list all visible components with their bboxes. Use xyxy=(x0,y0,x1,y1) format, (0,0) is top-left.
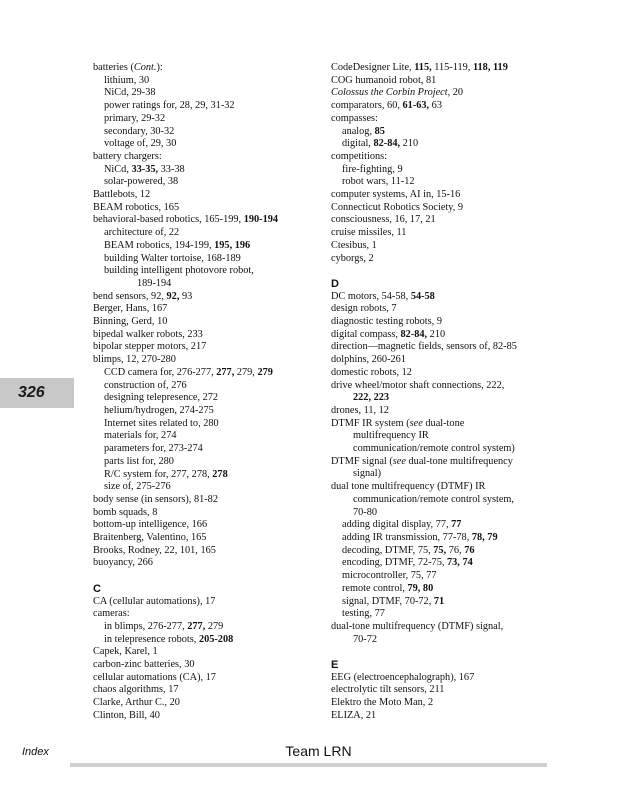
entry-text: communication/remote control system) xyxy=(353,443,515,455)
index-entry xyxy=(331,240,571,253)
entry-text: DTMF IR system ( xyxy=(331,417,410,429)
index-entry xyxy=(331,367,571,380)
entry-text: Connecticut Robotics Society, 9 xyxy=(331,201,464,213)
entry-text: drones, 11, 12 xyxy=(331,404,389,416)
index-entry xyxy=(331,202,571,215)
section-gap xyxy=(331,646,571,659)
entry-text: building intelligent photovore robot, xyxy=(104,265,254,277)
index-subentry xyxy=(93,87,333,100)
index-entry xyxy=(331,341,571,354)
index-subentry xyxy=(93,138,333,151)
index-entry xyxy=(93,507,333,520)
index-subentry xyxy=(93,265,333,278)
entry-text: domestic robots, 12 xyxy=(331,366,412,378)
entry-text: designing telepresence, 272 xyxy=(104,392,219,404)
index-entry xyxy=(331,214,571,227)
index-subentry xyxy=(93,418,333,431)
index-entry xyxy=(331,316,571,329)
entry-text: adding digital display, 77, xyxy=(342,519,452,531)
index-subentry xyxy=(331,570,571,583)
index-entry xyxy=(93,341,333,354)
index-entry xyxy=(93,303,333,316)
entry-text: 93 xyxy=(179,290,193,302)
entry-text: Ctesibus, 1 xyxy=(331,239,377,251)
index-subentry xyxy=(331,138,571,151)
bold-page-ref: 190-194 xyxy=(243,214,279,226)
index-section-letter xyxy=(331,659,571,672)
index-entry xyxy=(331,87,571,100)
entry-text: comparators, 60, xyxy=(331,100,403,112)
index-entry xyxy=(331,621,571,634)
entry-text: testing, 77 xyxy=(342,608,385,620)
entry-text: chaos algorithms, 17 xyxy=(93,684,179,696)
entry-text: building Walter tortoise, 168-189 xyxy=(104,252,241,264)
entry-text: direction—magnetic fields, sensors of, 82-85 xyxy=(331,341,517,353)
index-entry xyxy=(93,608,333,621)
index-section-letter xyxy=(93,583,333,596)
index-entry xyxy=(331,405,571,418)
entry-text: voltage of, 29, 30 xyxy=(104,138,177,150)
entry-text: DC motors, 54-58, xyxy=(331,290,411,302)
entry-text: materials for, 274 xyxy=(104,430,177,442)
index-subentry xyxy=(93,227,333,240)
entry-text: body sense (in sensors), 81-82 xyxy=(93,493,218,505)
entry-text: Brooks, Rodney, 22, 101, 165 xyxy=(93,544,216,556)
entry-text: in telepresence robots, xyxy=(104,633,199,645)
section-gap xyxy=(331,265,571,278)
bold-page-ref: 279 xyxy=(257,366,273,378)
entry-text: 33-38 xyxy=(158,163,185,175)
entry-text: bipolar stepper motors, 217 xyxy=(93,341,207,353)
index-entry xyxy=(93,214,333,227)
bold-page-ref: 222, 223 xyxy=(353,392,390,404)
bold-page-ref: 195, 196 xyxy=(214,239,251,251)
entry-text: CodeDesigner Lite, xyxy=(331,62,415,73)
entry-text: design robots, 7 xyxy=(331,303,397,315)
entry-text: Clarke, Arthur C., 20 xyxy=(93,697,180,709)
page-number-tab xyxy=(0,378,74,408)
entry-text: 210 xyxy=(400,138,419,150)
index-subentry xyxy=(331,126,571,139)
entry-text: 189-194 xyxy=(137,277,172,289)
index-entry-continuation xyxy=(331,494,571,507)
index-subentry xyxy=(93,113,333,126)
index-entry xyxy=(93,672,333,685)
entry-text: bend sensors, 92, xyxy=(93,290,167,302)
entry-text: computer systems, AI in, 15-16 xyxy=(331,189,461,201)
index-entry-continuation xyxy=(331,392,571,405)
index-subentry xyxy=(93,392,333,405)
index-entry xyxy=(93,202,333,215)
entry-text: C xyxy=(93,582,101,595)
entry-text: Elektro the Moto Man, 2 xyxy=(331,697,434,709)
index-subentry xyxy=(93,469,333,482)
entry-text: fire-fighting, 9 xyxy=(342,163,403,175)
index-entry xyxy=(331,253,571,266)
index-subentry xyxy=(331,583,571,596)
index-entry xyxy=(93,557,333,570)
bold-page-ref: 115, xyxy=(414,62,432,73)
index-subentry xyxy=(93,443,333,456)
entry-text: solar-powered, 38 xyxy=(104,176,179,188)
bold-page-ref: 33-35, xyxy=(131,163,159,175)
index-entry xyxy=(331,354,571,367)
index-entry-continuation xyxy=(331,468,571,481)
entry-text: 210 xyxy=(427,328,446,340)
bold-page-ref: 92, xyxy=(166,290,180,302)
entry-text: bipedal walker robots, 233 xyxy=(93,328,203,340)
entry-text: encoding, DTMF, 72-75, xyxy=(342,557,447,569)
entry-text: in blimps, 276-277, xyxy=(104,620,188,632)
entry-text: dual-tone multifrequency xyxy=(405,455,513,467)
entry-text: cameras: xyxy=(93,608,130,620)
entry-text: ELIZA, 21 xyxy=(331,709,377,721)
bold-page-ref: 76 xyxy=(464,544,475,556)
index-entry xyxy=(93,646,333,659)
index-entry xyxy=(93,684,333,697)
entry-text: electrolytic tilt sensors, 211 xyxy=(331,684,445,696)
index-entry xyxy=(331,672,571,685)
italic-text: Colossus the Corbin Project xyxy=(331,87,448,99)
index-subentry xyxy=(331,608,571,621)
index-entry xyxy=(93,596,333,609)
index-entry xyxy=(93,697,333,710)
index-entry xyxy=(331,189,571,202)
index-entry-continuation xyxy=(331,507,571,520)
entry-text: digital compass, xyxy=(331,328,401,340)
index-subentry xyxy=(93,430,333,443)
index-column-right xyxy=(331,62,571,723)
entry-text: dolphins, 260-261 xyxy=(331,354,406,366)
index-entry xyxy=(331,456,571,469)
entry-text: bomb squads, 8 xyxy=(93,506,158,518)
entry-text: carbon-zinc batteries, 30 xyxy=(93,659,195,671)
index-entry xyxy=(331,481,571,494)
index-entry xyxy=(331,418,571,431)
bold-page-ref: 73, 74 xyxy=(447,557,473,569)
entry-text: cruise missiles, 11 xyxy=(331,227,407,239)
index-subentry xyxy=(93,367,333,380)
entry-text: dual-tone xyxy=(422,417,465,429)
index-entry xyxy=(93,659,333,672)
entry-text: dual-tone multifrequency (DTMF) signal, xyxy=(331,620,504,632)
index-entry-continuation xyxy=(93,278,333,291)
entry-text: E xyxy=(331,659,339,672)
index-entry xyxy=(331,697,571,710)
entry-text: blimps, 12, 270-280 xyxy=(93,354,176,366)
entry-text: NiCd, xyxy=(104,163,132,175)
entry-text: parts list for, 280 xyxy=(104,455,174,467)
entry-text: EEG (electroencephalograph), 167 xyxy=(331,671,475,683)
index-subentry xyxy=(93,634,333,647)
index-subentry xyxy=(331,545,571,558)
index-entry xyxy=(93,329,333,342)
entry-text: bottom-up intelligence, 166 xyxy=(93,519,208,531)
entry-text: 76, xyxy=(446,544,465,556)
entry-text: 279, xyxy=(234,366,258,378)
entry-text: communication/remote control system, xyxy=(353,493,514,505)
entry-text: battery chargers: xyxy=(93,150,162,162)
entry-text: power ratings for, 28, 29, 31-32 xyxy=(104,100,235,112)
entry-text: secondary, 30-32 xyxy=(104,125,175,137)
bold-page-ref: 54-58 xyxy=(410,290,435,302)
entry-text: CCD camera for, 276-277, xyxy=(104,366,217,378)
italic-text: see xyxy=(392,455,406,467)
entry-text: behavioral-based robotics, 165-199, xyxy=(93,214,244,226)
index-entry xyxy=(93,710,333,723)
index-entry-continuation xyxy=(331,430,571,443)
entry-text: NiCd, 29-38 xyxy=(104,87,156,99)
index-entry xyxy=(93,532,333,545)
entry-text: 115-119, xyxy=(431,62,473,73)
index-subentry xyxy=(93,456,333,469)
index-entry xyxy=(331,710,571,723)
bold-page-ref: 75, xyxy=(433,544,447,556)
index-entry xyxy=(93,189,333,202)
index-subentry xyxy=(93,176,333,189)
entry-text: batteries ( xyxy=(93,62,134,73)
entry-text: 70-72 xyxy=(353,633,378,645)
bold-page-ref: 82-84, xyxy=(373,138,401,150)
bold-page-ref: 118, 119 xyxy=(472,62,508,73)
index-subentry xyxy=(93,126,333,139)
entry-text: Clinton, Bill, 40 xyxy=(93,709,160,721)
page-number: 326 xyxy=(18,384,45,401)
footer-section-label: Index xyxy=(22,746,49,758)
entry-text: BEAM robotics, 165 xyxy=(93,201,180,213)
index-subentry xyxy=(331,557,571,570)
footer-rule xyxy=(70,763,547,767)
entry-text: consciousness, 16, 17, 21 xyxy=(331,214,436,226)
bold-page-ref: 278 xyxy=(212,468,228,480)
entry-text: signal, DTMF, 70-72, xyxy=(342,595,434,607)
entry-text: primary, 29-32 xyxy=(104,112,166,124)
index-entry xyxy=(93,354,333,367)
entry-text: ): xyxy=(156,62,163,73)
index-subentry xyxy=(93,621,333,634)
italic-text: Cont. xyxy=(133,62,157,73)
index-entry xyxy=(331,100,571,113)
entry-text: analog, xyxy=(342,125,375,137)
bold-page-ref: 61-63, xyxy=(402,100,430,112)
bold-page-ref: 85 xyxy=(374,125,385,137)
entry-text: Battlebots, 12 xyxy=(93,189,151,201)
index-subentry xyxy=(331,176,571,189)
index-entry xyxy=(93,291,333,304)
entry-text: 70-80 xyxy=(353,506,378,518)
index-subentry xyxy=(93,405,333,418)
index-column-left xyxy=(93,62,333,723)
index-entry xyxy=(331,151,571,164)
index-subentry xyxy=(93,481,333,494)
index-entry xyxy=(93,494,333,507)
entry-text: competitions: xyxy=(331,150,388,162)
entry-text: cellular automations (CA), 17 xyxy=(93,671,216,683)
entry-text: 279 xyxy=(205,620,224,632)
bold-page-ref: 205-208 xyxy=(198,633,234,645)
entry-text: adding IR transmission, 77-78, xyxy=(342,532,472,543)
index-section-letter xyxy=(331,278,571,291)
entry-text: multifrequency IR xyxy=(353,430,429,442)
bold-page-ref: 77 xyxy=(451,519,462,531)
footer-center-text: Team LRN xyxy=(285,743,352,759)
entry-text: drive wheel/motor shaft connections, 222, xyxy=(331,379,505,391)
index-entry xyxy=(93,316,333,329)
index-subentry xyxy=(331,532,571,545)
entry-text: signal) xyxy=(353,468,382,480)
index-subentry xyxy=(331,519,571,532)
entry-text: helium/hydrogen, 274-275 xyxy=(104,404,214,416)
entry-text: remote control, xyxy=(342,582,408,594)
index-entry xyxy=(331,684,571,697)
entry-text: D xyxy=(331,277,339,290)
index-entry-continuation xyxy=(331,634,571,647)
index-subentry xyxy=(93,240,333,253)
index-subentry xyxy=(93,380,333,393)
bold-page-ref: 78, 79 xyxy=(471,532,498,543)
index-entry xyxy=(331,303,571,316)
entry-text: architecture of, 22 xyxy=(104,227,180,239)
index-entry xyxy=(93,151,333,164)
entry-text: robot wars, 11-12 xyxy=(342,176,415,188)
bold-page-ref: 71 xyxy=(433,595,445,607)
entry-text: Internet sites related to, 280 xyxy=(104,417,219,429)
entry-text: , 20 xyxy=(447,87,464,99)
index-entry xyxy=(331,113,571,126)
bold-page-ref: 82-84, xyxy=(400,328,428,340)
entry-text: construction of, 276 xyxy=(104,379,187,391)
entry-text: Binning, Gerd, 10 xyxy=(93,316,168,328)
index-subentry xyxy=(93,100,333,113)
entry-text: microcontroller, 75, 77 xyxy=(342,570,437,582)
entry-text: COG humanoid robot, 81 xyxy=(331,74,437,86)
entry-text: digital, xyxy=(342,138,374,150)
entry-text: decoding, DTMF, 75, xyxy=(342,544,434,556)
index-subentry xyxy=(93,253,333,266)
index-entry xyxy=(331,227,571,240)
index-entry xyxy=(93,545,333,558)
entry-text: cyborgs, 2 xyxy=(331,252,374,264)
entry-text: BEAM robotics, 194-199, xyxy=(104,239,215,251)
index-subentry xyxy=(331,164,571,177)
index-subentry xyxy=(331,596,571,609)
index-entry xyxy=(331,291,571,304)
entry-text: compasses: xyxy=(331,112,378,124)
italic-text: see xyxy=(409,417,423,429)
index-entry xyxy=(331,329,571,342)
bold-page-ref: 79, 80 xyxy=(407,582,434,594)
index-subentry xyxy=(93,75,333,88)
index-entry xyxy=(331,62,571,75)
entry-text: buoyancy, 266 xyxy=(93,557,153,569)
index-entry xyxy=(93,62,333,75)
index-entry xyxy=(331,380,571,393)
entry-text: Braitenberg, Valentino, 165 xyxy=(93,532,207,544)
entry-text: lithium, 30 xyxy=(104,74,150,86)
entry-text: diagnostic testing robots, 9 xyxy=(331,316,442,328)
entry-text: size of, 275-276 xyxy=(104,481,171,493)
index-entry-continuation xyxy=(331,443,571,456)
entry-text: Capek, Karel, 1 xyxy=(93,646,158,658)
index-subentry xyxy=(93,164,333,177)
index-entry xyxy=(93,519,333,532)
entry-text: R/C system for, 277, 278, xyxy=(104,468,213,480)
entry-text: DTMF signal ( xyxy=(331,455,393,467)
bold-page-ref: 277, xyxy=(216,366,235,378)
section-gap xyxy=(93,570,333,583)
entry-text: Berger, Hans, 167 xyxy=(93,303,168,315)
index-entry xyxy=(331,75,571,88)
entry-text: 63 xyxy=(429,100,442,112)
entry-text: dual tone multifrequency (DTMF) IR xyxy=(331,481,486,493)
entry-text: parameters for, 273-274 xyxy=(104,443,203,455)
entry-text: CA (cellular automations), 17 xyxy=(93,595,216,607)
bold-page-ref: 277, xyxy=(187,620,206,632)
